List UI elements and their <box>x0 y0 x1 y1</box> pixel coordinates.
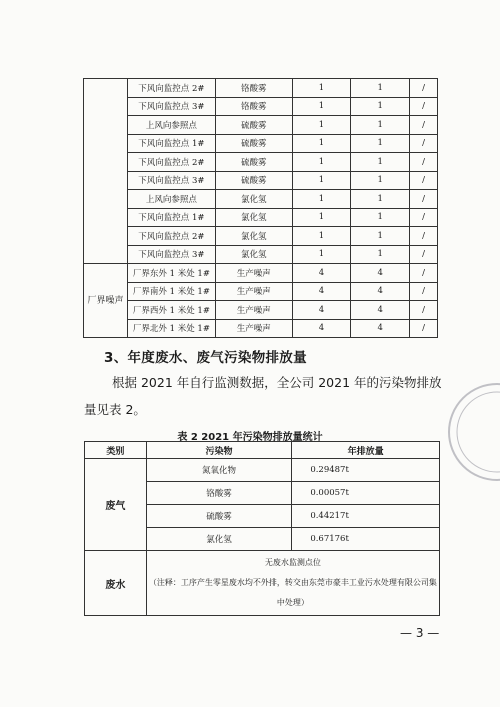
monitor-point: 下风向监控点 1# <box>127 208 215 227</box>
monitor-point: 下风向监控点 2# <box>127 79 215 98</box>
noise-category: 厂界噪声 <box>84 264 128 338</box>
emission-table <box>84 441 440 616</box>
monitor-point: 厂界西外 1 米处 1# <box>127 301 215 320</box>
value-c: / <box>410 190 438 209</box>
monitor-point: 下风向监控点 3# <box>127 171 215 190</box>
pollutant: 氯化氢 <box>215 190 292 209</box>
page-number: — 3 — <box>400 626 440 640</box>
monitor-point: 厂界南外 1 米处 1# <box>127 282 215 301</box>
value-b: 4 <box>351 319 410 338</box>
value-b: 4 <box>351 264 410 283</box>
table-row <box>84 264 438 283</box>
monitor-point: 下风向监控点 3# <box>127 245 215 264</box>
table-row <box>84 116 438 135</box>
value-c: / <box>410 171 438 190</box>
value-a: 1 <box>292 245 351 264</box>
gas-pollutant: 氮氧化物 <box>146 459 292 482</box>
value-a: 1 <box>292 134 351 153</box>
value-b: 1 <box>351 171 410 190</box>
pollutant: 生产噪声 <box>215 319 292 338</box>
pollutant: 氯化氢 <box>215 227 292 246</box>
value-c: / <box>410 245 438 264</box>
value-a: 4 <box>292 282 351 301</box>
monitoring-table <box>83 78 438 338</box>
pollutant: 氯化氢 <box>215 245 292 264</box>
water-line1: 无废水监测点位 <box>264 558 321 567</box>
table-row <box>84 227 438 246</box>
value-a: 1 <box>292 208 351 227</box>
monitor-point: 厂界东外 1 米处 1# <box>127 264 215 283</box>
pollutant: 硫酸雾 <box>215 171 292 190</box>
value-c: / <box>410 264 438 283</box>
gas-amount: 0.00057t <box>292 482 440 505</box>
value-c: / <box>410 97 438 116</box>
table-row <box>84 319 438 338</box>
section-heading: 3、年度废水、废气污染物排放量 <box>104 350 307 366</box>
gas-category: 废气 <box>85 459 147 551</box>
water-note-cell <box>146 551 439 616</box>
value-a: 1 <box>292 79 351 98</box>
water-line2: （注释：工序产生零星废水均不外排，转交由东莞市豪丰工业污水处理有限公司集中处理） <box>148 578 437 607</box>
value-a: 1 <box>292 97 351 116</box>
value-b: 1 <box>351 153 410 172</box>
value-c: / <box>410 282 438 301</box>
table-row <box>84 171 438 190</box>
gas-pollutant: 氯化氢 <box>146 528 292 551</box>
table-row <box>84 190 438 209</box>
table2-caption: 表 2 2021 年污染物排放量统计 <box>177 432 323 443</box>
value-b: 1 <box>351 245 410 264</box>
monitor-point: 下风向监控点 3# <box>127 97 215 116</box>
pollutant: 生产噪声 <box>215 301 292 320</box>
table-row <box>84 301 438 320</box>
value-b: 1 <box>351 97 410 116</box>
value-a: 4 <box>292 264 351 283</box>
header-category: 类别 <box>85 442 147 459</box>
monitor-point: 厂界北外 1 米处 1# <box>127 319 215 338</box>
monitor-point: 下风向监控点 2# <box>127 153 215 172</box>
value-c: / <box>410 319 438 338</box>
paragraph: 根据 2021 年自行监测数据，全公司 2021 年的污染物排放量见表 2。 <box>84 375 442 417</box>
pollutant: 生产噪声 <box>215 282 292 301</box>
value-a: 4 <box>292 301 351 320</box>
value-b: 1 <box>351 227 410 246</box>
pollutant: 氯化氢 <box>215 208 292 227</box>
value-b: 1 <box>351 79 410 98</box>
pollutant: 硫酸雾 <box>215 153 292 172</box>
pollutant: 生产噪声 <box>215 264 292 283</box>
table-row <box>84 134 438 153</box>
value-b: 4 <box>351 301 410 320</box>
pollutant: 铬酸雾 <box>215 79 292 98</box>
value-a: 1 <box>292 190 351 209</box>
pollutant: 铬酸雾 <box>215 97 292 116</box>
value-a: 1 <box>292 171 351 190</box>
gas-category-cell <box>84 79 128 264</box>
value-c: / <box>410 134 438 153</box>
value-a: 4 <box>292 319 351 338</box>
monitor-point: 下风向监控点 2# <box>127 227 215 246</box>
gas-amount: 0.29487t <box>292 459 440 482</box>
value-c: / <box>410 301 438 320</box>
value-c: / <box>410 208 438 227</box>
table-row <box>84 97 438 116</box>
value-b: 1 <box>351 116 410 135</box>
table-row <box>84 153 438 172</box>
table-row <box>84 282 438 301</box>
table-row <box>84 208 438 227</box>
value-a: 1 <box>292 116 351 135</box>
gas-pollutant: 硫酸雾 <box>146 505 292 528</box>
seal-stamp <box>442 372 500 492</box>
value-c: / <box>410 227 438 246</box>
pollutant: 硫酸雾 <box>215 116 292 135</box>
table-row <box>84 79 438 98</box>
gas-amount: 0.67176t <box>292 528 440 551</box>
value-a: 1 <box>292 227 351 246</box>
value-c: / <box>410 79 438 98</box>
header-pollutant: 污染物 <box>146 442 292 459</box>
monitor-point: 上风向参照点 <box>127 190 215 209</box>
value-c: / <box>410 116 438 135</box>
value-b: 1 <box>351 208 410 227</box>
water-category: 废水 <box>85 551 147 616</box>
value-b: 1 <box>351 190 410 209</box>
gas-pollutant: 铬酸雾 <box>146 482 292 505</box>
pollutant: 硫酸雾 <box>215 134 292 153</box>
monitor-point: 上风向参照点 <box>127 116 215 135</box>
value-b: 1 <box>351 134 410 153</box>
table-row <box>84 245 438 264</box>
value-c: / <box>410 153 438 172</box>
gas-amount: 0.44217t <box>292 505 440 528</box>
value-b: 4 <box>351 282 410 301</box>
value-a: 1 <box>292 153 351 172</box>
header-amount: 年排放量 <box>292 442 440 459</box>
monitor-point: 下风向监控点 1# <box>127 134 215 153</box>
